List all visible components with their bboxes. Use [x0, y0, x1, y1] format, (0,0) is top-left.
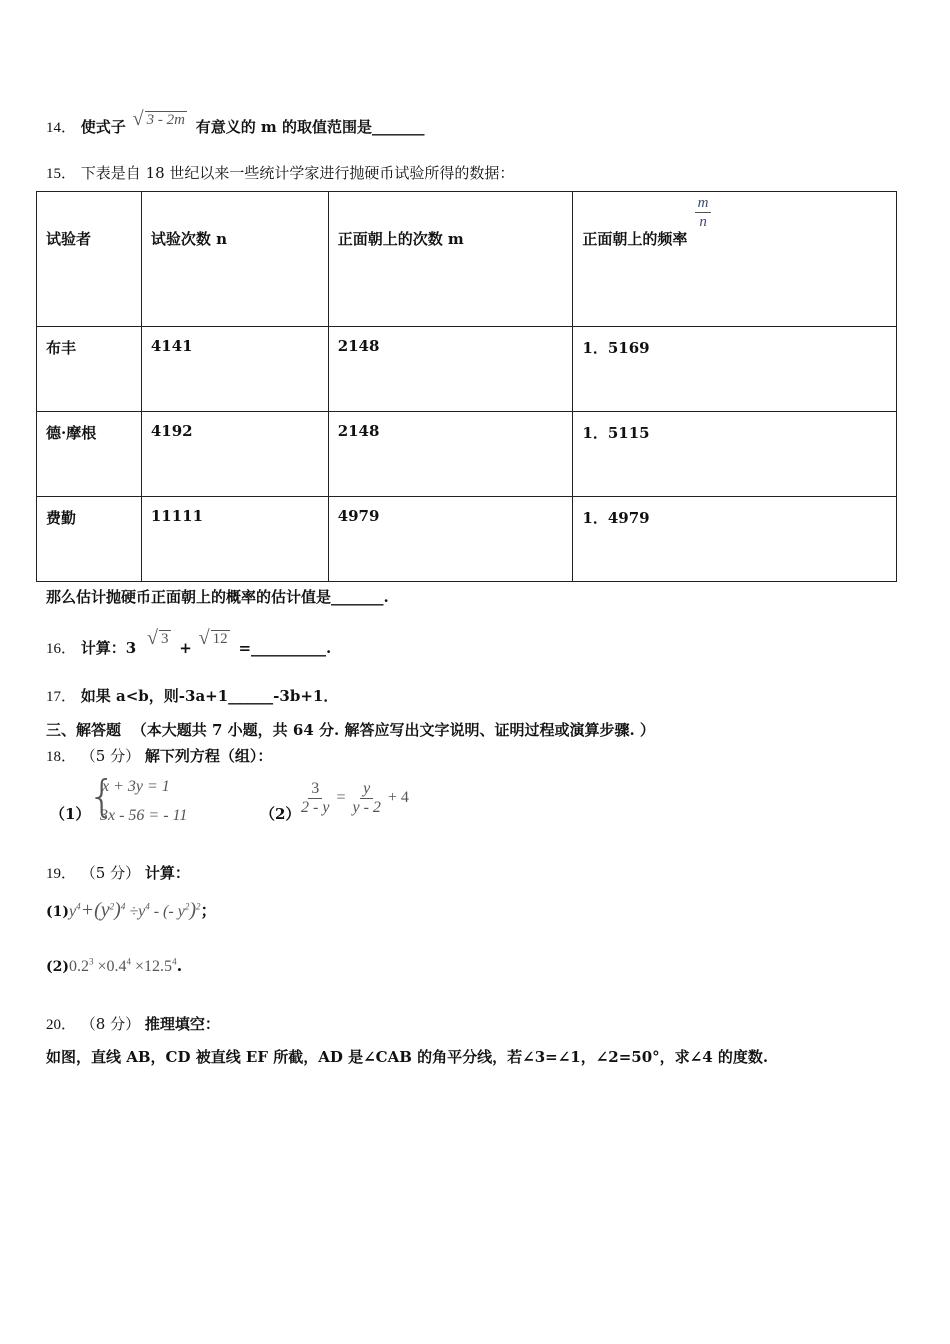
- question-17: [46, 685, 338, 706]
- q18-fraction-equation: $\frac{3}{2 - y}$ = $\frac{y}{y - 2}$ + 4: [298, 780, 409, 817]
- sqrt-12: √ 12: [201, 631, 230, 648]
- question-number: 14．: [46, 120, 77, 136]
- header-cell: 试验者: [37, 192, 142, 327]
- question-number: 17．: [46, 689, 77, 705]
- answer-blank: =__________.: [238, 639, 332, 657]
- header-cell: 试验次数 n: [141, 192, 328, 327]
- table-row: 德·摩根 4192 2148 1．5115: [37, 412, 897, 497]
- table-row: 费勤 11111 4979 1．4979: [37, 497, 897, 582]
- question-number: 19．: [46, 866, 77, 882]
- frequency-fraction: $\frac{m}{n}$: [695, 194, 712, 231]
- table-header-row: [37, 192, 897, 327]
- q18-part1-label: （1）: [50, 805, 91, 823]
- expression: $0.2^3 \times 0.4^4 \times 12.5^4$: [69, 956, 177, 975]
- question-score: （5 分）: [80, 864, 141, 882]
- question-text: 推理填空：: [144, 1015, 220, 1033]
- question-number: 20．: [46, 1017, 77, 1033]
- question-18: [46, 745, 272, 766]
- section-3-heading: [46, 719, 655, 740]
- fraction-left: $\frac{3}{2 - y}$: [301, 780, 330, 816]
- table-row: 布丰 4141 2148 1．5169: [37, 327, 897, 412]
- question-text: 如果 a<b，则-3a+1______-3b+1．: [80, 687, 339, 705]
- question-text: 下表是自 18 世纪以来一些统计学家进行抛硬币试验所得的数据：: [80, 164, 515, 182]
- question-text: 解下列方程（组）：: [144, 747, 273, 765]
- sqrt-3: √ 3: [149, 631, 171, 648]
- fraction-right: $\frac{y}{y - 2}$: [352, 780, 381, 816]
- q19-part2: $(2)0.2^3 \times 0.4^4 \times 12.5^4$.: [46, 956, 183, 975]
- header-cell: 正面朝上的频率 $\frac{m}{n}$: [573, 192, 897, 327]
- q18-equation-2: 3x - 56 = - 11: [100, 807, 188, 824]
- question-score: （8 分）: [80, 1015, 141, 1033]
- plus-sign: +: [179, 639, 192, 657]
- question-16: [46, 631, 332, 658]
- question-text-2: 有意义的 m 的取值范围是: [195, 118, 373, 136]
- question-number: 15．: [46, 166, 77, 182]
- question-15: [46, 162, 514, 183]
- question-text: 计算：3: [80, 639, 137, 657]
- question-text: 计算：: [144, 864, 190, 882]
- question-20: [46, 1013, 220, 1034]
- brace-icon: {: [88, 771, 116, 822]
- question-14: [46, 112, 425, 137]
- q18-part2-label: （2）: [260, 805, 301, 823]
- header-cell: 正面朝上的次数 m: [328, 192, 573, 327]
- sqrt-expression: [135, 112, 187, 129]
- question-number: 18．: [46, 749, 77, 765]
- question-20-body: 如图，直线 AB，CD 被直线 EF 所截，AD 是∠CAB 的角平分线，若∠3=∠1，∠2=50°，求∠4 的度数.: [46, 1048, 769, 1066]
- question-score: （5 分）: [80, 747, 141, 765]
- question-number: 16．: [46, 641, 77, 657]
- q19-part1: $(1)y^4+(y^2)^4 \div y^4$ - (- $y^2)^2$；: [46, 899, 217, 921]
- q18-equation-1: x + 3y = 1: [102, 778, 170, 795]
- question-19: [46, 862, 190, 883]
- question-15-followup: 那么估计抛硬币正面朝上的概率的估计值是_______.: [46, 588, 389, 606]
- expression: $y^4+(y^2)^4 \div y^4$ - (- $y^2)^2$: [69, 899, 201, 921]
- question-text: 使式子: [80, 118, 126, 136]
- answer-blank: _______: [372, 118, 425, 136]
- section-note: （本大题共 7 小题，共 64 分. 解答应写出文字说明、证明过程或演算步骤. ）: [131, 721, 655, 739]
- radicand: 3 - 2m: [146, 112, 185, 128]
- coin-toss-table: [36, 191, 897, 582]
- section-title: 三、解答题: [46, 721, 122, 739]
